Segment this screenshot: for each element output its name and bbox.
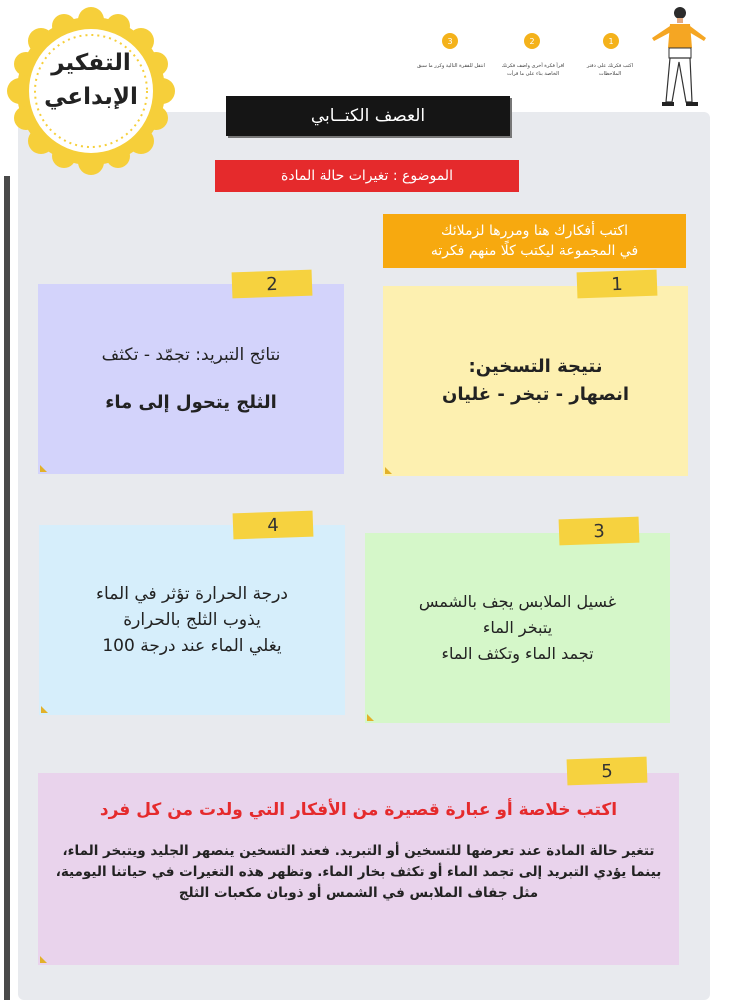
card-4-line-2: يذوب الثلج بالحرارة bbox=[123, 610, 261, 630]
summary-heading: اكتب خلاصة أو عبارة قصيرة من الأفكار التي ولدت من كل فرد bbox=[99, 800, 618, 820]
card-4-line-1: درجة الحرارة تؤثر في الماء bbox=[96, 584, 288, 604]
card-1-number-tab: 1 bbox=[577, 270, 658, 299]
instruction-box bbox=[383, 214, 686, 268]
card-2-fold bbox=[40, 465, 47, 472]
badge-line-1: التفكير bbox=[51, 50, 131, 76]
card-1-line-2: انصهار - تبخر - غليان bbox=[441, 384, 630, 405]
note-card-3 bbox=[365, 533, 670, 723]
instruction-line-1: اكتب أفكارك هنا ومررها لزملائك bbox=[440, 223, 628, 239]
summary-body: تتغير حالة المادة عند تعرضها للتسخين أو التبريد. فعند التسخين ينصهر الجليد ويتبخر الماء، بينما يؤدي التبريد إلى تجمد الماء أو تكثف بخار الماء. وتظهر هذه التغيرات في حياتنا اليومية، مثل جفاف الملابس في الشمس أو ذوبان مكعبات الثلج bbox=[55, 843, 662, 901]
page-edge-bar bbox=[4, 176, 10, 1000]
summary-card bbox=[38, 773, 679, 965]
summary-card-fold bbox=[40, 956, 47, 963]
card-3-line-3: تجمد الماء وتكثف الماء bbox=[441, 644, 594, 663]
note-card-2 bbox=[38, 284, 344, 474]
topic-label: الموضوع : تغيرات حالة المادة bbox=[215, 160, 519, 192]
instruction-line-2: في المجموعة ليكتب كلًا منهم فكرته bbox=[430, 243, 639, 259]
card-4-fold bbox=[41, 706, 48, 713]
step-2-circle: 2 bbox=[524, 33, 540, 49]
summary-number-tab: 5 bbox=[567, 757, 648, 786]
page-title: العصف الكتــابي bbox=[226, 96, 510, 136]
step-1-text: اكتب فكرتك على دفتر الملاحظات bbox=[586, 63, 634, 77]
card-3-line-1: غسيل الملابس يجف بالشمس bbox=[418, 592, 617, 611]
badge-line-2: الإبداعي bbox=[44, 84, 138, 110]
badge-title bbox=[36, 46, 146, 114]
card-4-number-tab: 4 bbox=[233, 511, 314, 540]
card-3-number-tab: 3 bbox=[559, 517, 640, 546]
step-1-circle: 1 bbox=[603, 33, 619, 49]
card-2-number-tab: 2 bbox=[232, 270, 313, 299]
card-3-fold bbox=[367, 714, 374, 721]
card-1-fold bbox=[385, 467, 392, 474]
note-card-1 bbox=[383, 286, 688, 476]
step-3-circle: 3 bbox=[442, 33, 458, 49]
note-card-4 bbox=[39, 525, 345, 715]
card-2-line-1: نتائج التبريد: تجمّد - تكثف bbox=[101, 345, 281, 365]
card-1-line-1: نتيجة التسخين: bbox=[468, 356, 603, 377]
person-illustration-icon bbox=[646, 2, 710, 110]
step-3-text: انتقل للفقرة التالية وكرر ما سبق bbox=[417, 63, 485, 69]
card-2-line-2: الثلج يتحول إلى ماء bbox=[105, 392, 277, 413]
step-2-text: اقرأ فكرة أخرى واضف فكرتك الخاصة بناء على ما قرأت bbox=[501, 63, 565, 77]
card-3-line-2: يتبخر الماء bbox=[482, 618, 553, 637]
card-4-line-3: يغلي الماء عند درجة 100 bbox=[102, 636, 282, 656]
